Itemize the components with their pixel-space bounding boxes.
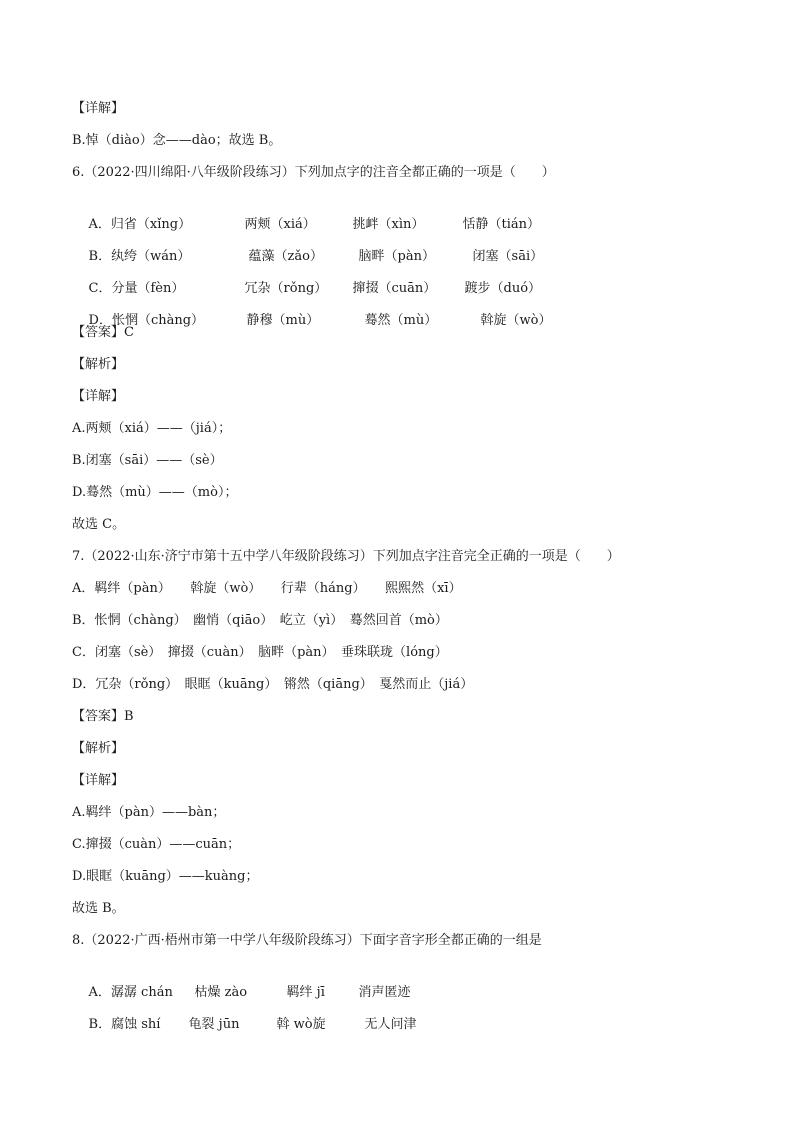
q6-option-a-3: 挑衅（xìn） [352, 217, 425, 232]
q6-option-c-3: 撺掇（cuān） [352, 281, 437, 296]
q6-option-d-2: 静穆（mù） [246, 313, 320, 328]
q7-answer: 【答案】B [72, 709, 134, 724]
q7-explanation-a: A.羁绊（pàn）——bàn； [72, 805, 226, 820]
q7-option-a: A．羁绊（pàn） 斡旋（wò） 行辈（háng） 熙熙然（xī） [72, 581, 462, 596]
q7-analysis-heading: 【解析】 [72, 741, 125, 756]
q6-option-c [72, 259, 542, 296]
q6-option-d-4: 斡旋（wò） [480, 313, 552, 328]
q6-option-c-4: 踱步（duó） [464, 281, 542, 296]
q6-option-d-1: D．怅惘（chàng） [88, 313, 205, 328]
q6-option-b-1: B．纨绔（wán） [88, 249, 191, 264]
question-8-stem: 8.（2022·广西·梧州市第一中学八年级阶段练习）下面字音字形全都正确的一组是 [72, 933, 542, 948]
q8-option-a-2: 枯燥 zào [194, 985, 248, 1000]
q8-option-b-4: 无人问津 [364, 1017, 417, 1032]
q7-explanation-d: D.眼眶（kuāng）——kuàng； [72, 869, 259, 884]
q7-conclusion: 故选 B。 [72, 901, 125, 916]
q6-option-d-3: 蓦然（mù） [364, 313, 438, 328]
q8-option-b-3: 斡 wò旋 [276, 1017, 326, 1032]
q6-conclusion: 故选 C。 [72, 517, 126, 532]
q6-option-d [72, 291, 552, 328]
q6-explanation-heading: 【详解】 [72, 389, 125, 404]
q8-option-a-4: 消声匿迹 [358, 985, 411, 1000]
q6-answer: 【答案】C [72, 325, 134, 340]
q8-option-b [72, 995, 417, 1032]
q8-option-a [72, 963, 411, 1000]
q8-option-b-2: 龟裂 jūn [188, 1017, 240, 1032]
q6-option-b-2: 蕴藻（zǎo） [248, 249, 323, 264]
q6-option-c-1: C．分量（fèn） [88, 281, 185, 296]
q6-option-b [72, 227, 544, 264]
q8-option-a-1: A．潺潺 chán [88, 985, 173, 1000]
q7-option-c: C．闭塞（sè） 撺掇（cuàn） 脑畔（pàn） 垂珠联珑（lóng） [72, 645, 448, 660]
question-6-stem: 6.（2022·四川绵阳·八年级阶段练习）下列加点字的注音全都正确的一项是（ ） [72, 165, 555, 180]
section-heading-explanation: 【详解】 [72, 101, 125, 116]
q6-option-a-2: 两颊（xiá） [244, 217, 316, 232]
question-7-stem: 7.（2022·山东·济宁市第十五中学八年级阶段练习）下列加点字注音完全正确的一项是（ ） [72, 549, 620, 564]
q7-explanation-heading: 【详解】 [72, 773, 125, 788]
q6-option-a-4: 恬静（tián） [462, 217, 541, 232]
q6-explanation-a: A.两颊（xiá）——（jiá）； [72, 421, 232, 436]
q8-option-a-3: 羁绊 jī [286, 985, 325, 1000]
q6-option-c-2: 冗杂（rǒng） [244, 281, 328, 296]
q7-option-b: B．怅惘（chàng） 幽悄（qiāo） 屹立（yì） 蓦然回首（mò） [72, 613, 448, 628]
q6-option-b-3: 脑畔（pàn） [358, 249, 435, 264]
q6-option-b-4: 闭塞（sāi） [472, 249, 544, 264]
q7-option-d: D．冗杂（rǒng） 眼眶（kuāng） 锵然（qiāng） 戛然而止（jiá） [72, 677, 474, 692]
q8-option-b-1: B．腐蚀 shí [88, 1017, 161, 1032]
q6-analysis-heading: 【解析】 [72, 357, 125, 372]
q6-option-a-1: A．归省（xǐng） [88, 217, 192, 232]
q7-explanation-c: C.撺掇（cuàn）——cuān； [72, 837, 241, 852]
q6-explanation-b: B.闭塞（sāi）——（sè） [72, 453, 223, 468]
explanation-line: B.悼（diào）念——dào；故选 B。 [72, 133, 282, 148]
q6-option-a [72, 195, 541, 232]
q6-explanation-d: D.蓦然（mù）——（mò）； [72, 485, 238, 500]
